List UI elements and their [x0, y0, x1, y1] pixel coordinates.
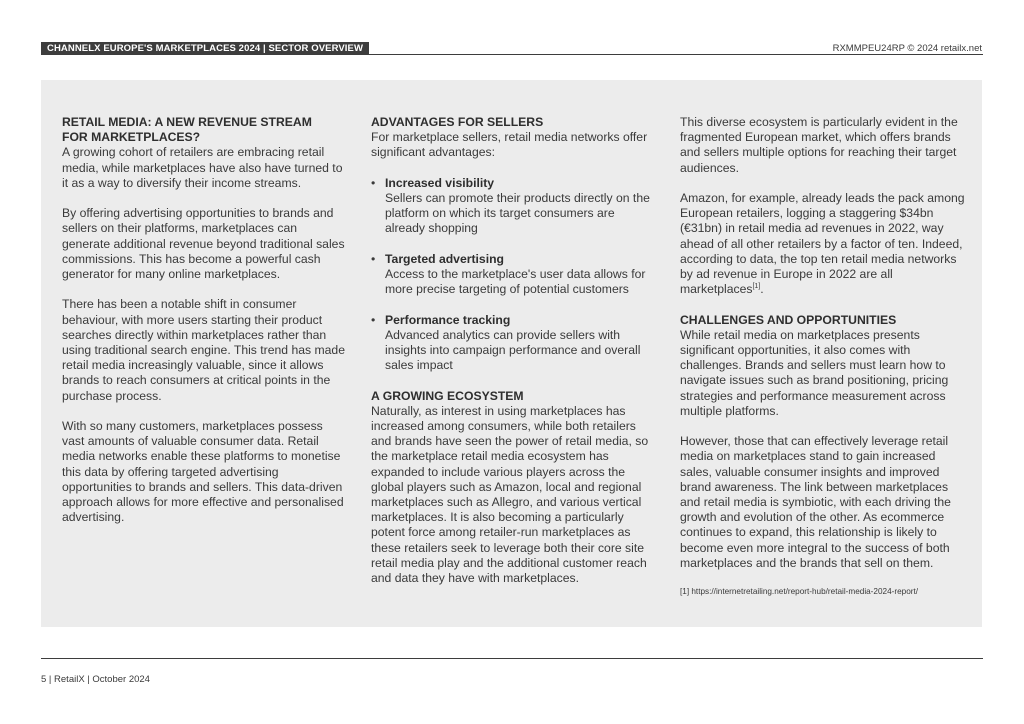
heading-challenges: CHALLENGES AND OPPORTUNITIES: [680, 312, 897, 327]
section-tag: CHANNELX EUROPE'S MARKETPLACES 2024 | SECTOR OVERVIEW: [41, 42, 369, 55]
footnote: [1] https://internetretailing.net/report-hub/retail-media-2024-report/: [680, 587, 919, 597]
heading-advantages: ADVANTAGES FOR SELLERS: [371, 115, 544, 129]
paragraph: [680, 191, 966, 297]
paragraph: This diverse ecosystem is particularly evident in the fragmented European market, which offers brands and sellers multiple options for reaching their target audiences.: [680, 115, 958, 175]
footer-divider: [41, 658, 983, 659]
bullet-text: Advanced analytics can provide sellers with insights into campaign performance and overall sales impact: [385, 327, 641, 373]
paragraph: While retail media on marketplaces presents significant opportunities, it also comes with challenges. Brands and sellers must learn how to navigate issues such as brand positioning, pricing strategies and performance measurement across multiple platforms.: [680, 327, 949, 418]
document-reference: RXMMPEU24RP © 2024 retailx.net: [832, 43, 982, 54]
paragraph: With so many customers, marketplaces possess vast amounts of valuable consumer data. Retail media networks enable these platforms to monetise this data by offering targeted advertising opportunities to brands and sellers. This data-driven approach allows for more effective and personalised advertising.: [62, 419, 344, 525]
bullet-title: • Increased visibility: [385, 175, 495, 190]
list-item: [371, 176, 657, 237]
paragraph: There has been a notable shift in consumer behaviour, with more users starting their product searches directly within marketplaces rather than using traditional search engine. This trend has made retail media increasingly valuable, since it allows brands to reach consumers at critical points in the purchase process.: [62, 297, 345, 403]
column-2: [371, 115, 657, 601]
column-1: [62, 115, 348, 541]
paragraph-end: .: [760, 282, 764, 297]
page-footer: 5 | RetailX | October 2024: [41, 674, 150, 685]
heading-ecosystem: A GROWING ECOSYSTEM: [371, 388, 524, 403]
heading-line-2: FOR MARKETPLACES?: [62, 130, 201, 145]
list-item: [371, 313, 657, 374]
paragraph-text: Amazon, for example, already leads the pack among European retailers, logging a staggering $34bn (€31bn) in retail media ad revenues in 2022, way ahead of all other retailers by a factor of ten. Indeed, according to data, the top ten retail media networks by ad revenue in Europe in 2022 are all marketplaces: [680, 191, 965, 297]
bullet-title: • Performance tracking: [385, 312, 511, 327]
header-divider: [41, 54, 983, 55]
bullet-text: Access to the marketplace's user data allows for more precise targeting of potential customers: [385, 267, 646, 297]
paragraph: By offering advertising opportunities to brands and sellers on their platforms, marketplaces can generate additional revenue beyond traditional sales commissions. This has become a powerful cash generator for many online marketplaces.: [62, 206, 345, 282]
bullet-title: • Targeted advertising: [385, 251, 504, 266]
footnote-ref: [1]: [752, 283, 761, 291]
paragraph: A growing cohort of retailers are embracing retail media, while marketplaces have also have turned to it as a way to diversify their income streams.: [62, 145, 343, 190]
column-3: [680, 115, 966, 597]
advantages-list: [371, 176, 657, 374]
list-item: [371, 252, 657, 298]
heading-retail-media: [62, 115, 348, 145]
paragraph: Naturally, as interest in using marketplaces has increased among consumers, while both retailers and brands have seen the power of retail media, so the marketplace retail media ecosystem has expanded to include various players across the global players such as Amazon, local and regional marketplaces such as Allegro, and various vertical marketplaces. It is also becoming a particularly potent force among retailer-run marketplaces as these retailers seek to leverage both their core site retail media play and the additional customer reach and data they have with marketplaces.: [371, 403, 649, 586]
bullet-text: Sellers can promote their products directly on the platform on which its target consumers are already shopping: [385, 191, 650, 236]
heading-line-1: RETAIL MEDIA: A NEW REVENUE STREAM: [62, 115, 312, 129]
paragraph: However, those that can effectively leverage retail media on marketplaces stand to gain increased sales, valuable consumer insights and improved brand awareness. The link between marketplaces and retail media is symbiotic, with each driving the growth and evolution of the other. As ecommerce continues to expand, this relationship is likely to become even more integral to the success of both marketplaces and the brands that sell on them.: [680, 434, 951, 570]
paragraph: For marketplace sellers, retail media networks offer significant advantages:: [371, 130, 648, 160]
